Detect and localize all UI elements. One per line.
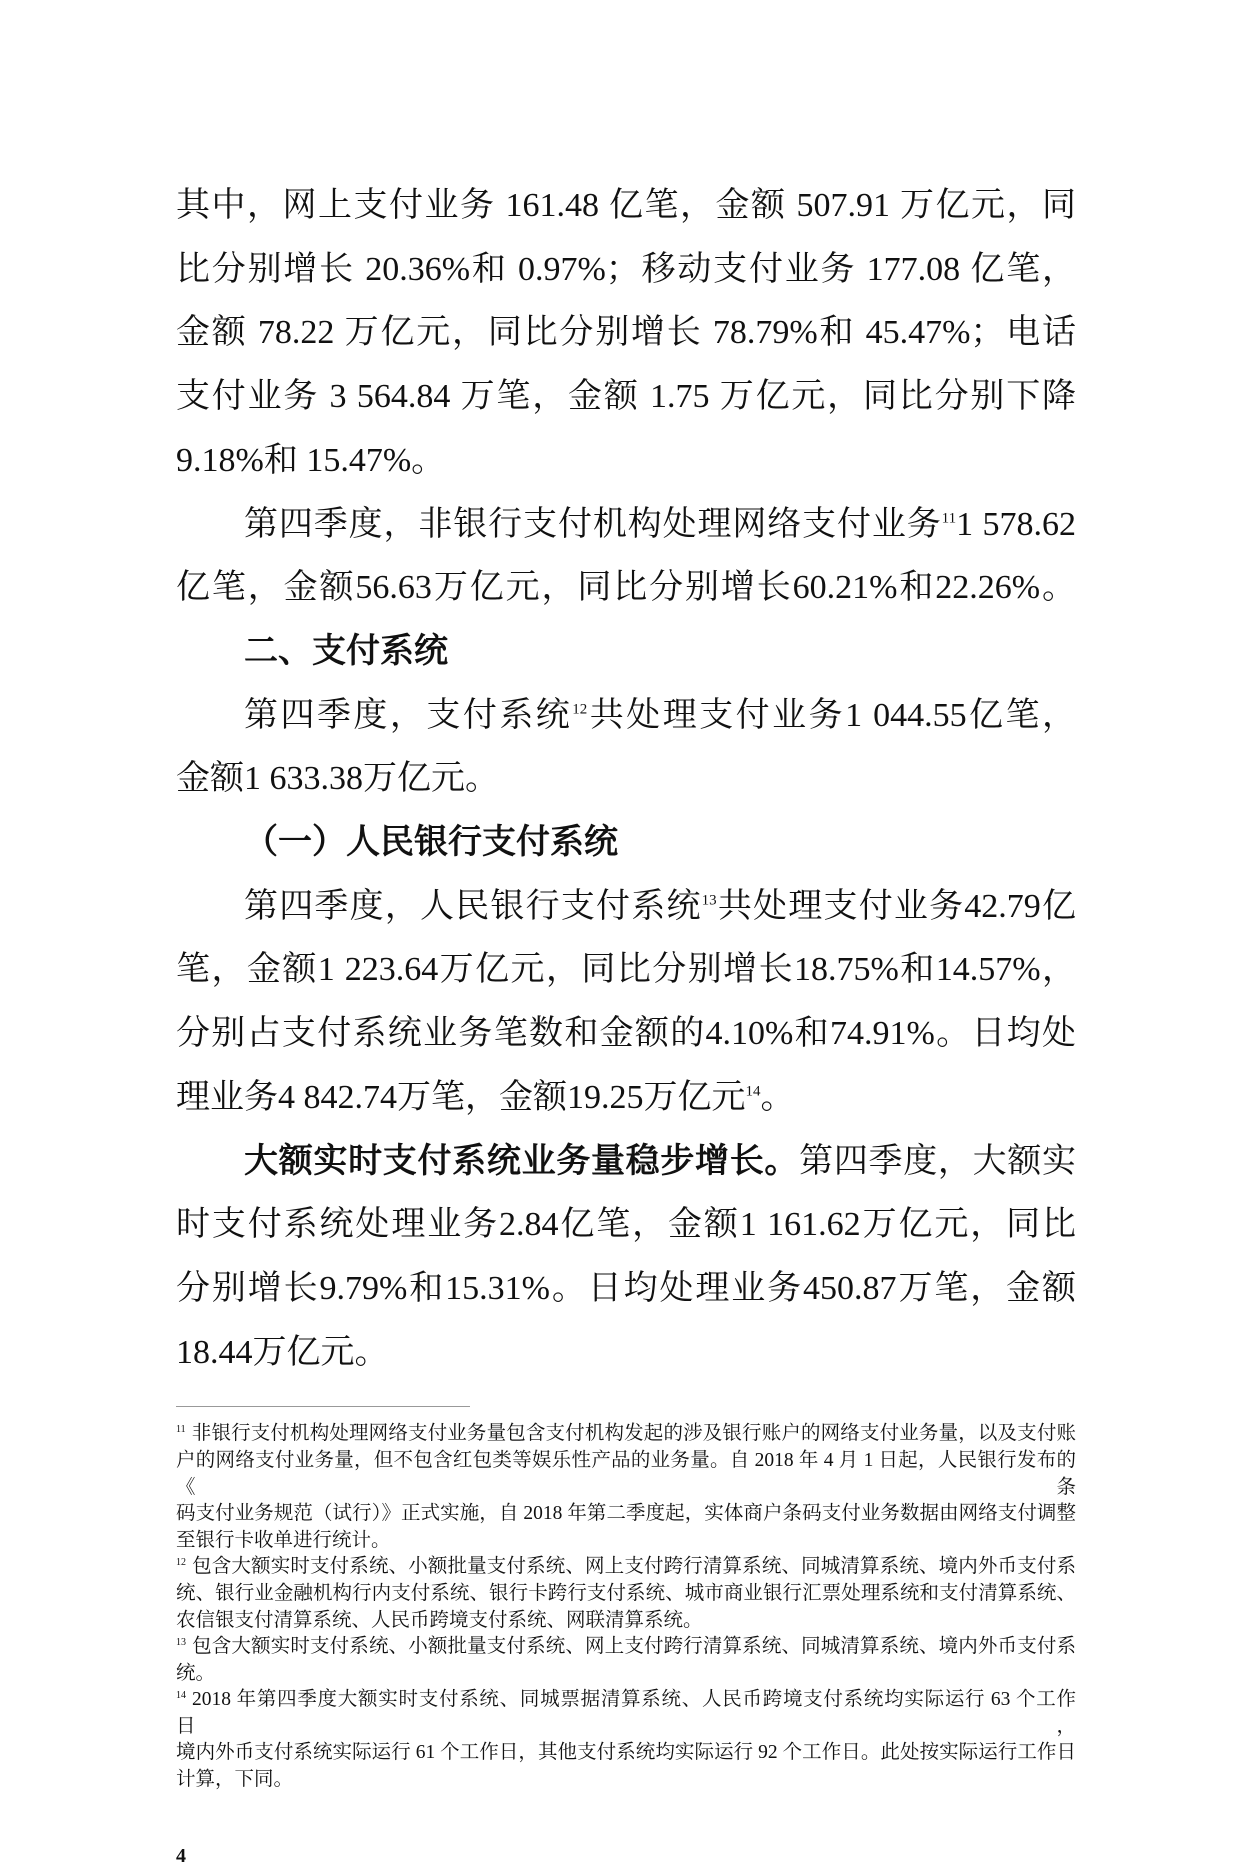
text-run: 金额 78.22 万亿元，同比分别增长 78.79%和 45.47%；电话: [176, 314, 1076, 352]
footnote-ref: 11: [176, 1423, 186, 1435]
text-run: 18.44万亿元。: [176, 1333, 389, 1371]
body-line: [176, 1193, 1076, 1257]
body-text: [176, 174, 1076, 1384]
body-line: [176, 1257, 1076, 1321]
text-run: 笔，金额1 223.64万亿元，同比分别增长18.75%和14.57%，: [176, 951, 1076, 989]
footnote-line: [176, 1687, 1076, 1740]
body-line: [176, 301, 1076, 365]
text-run: 分别增长9.79%和15.31%。日均处理业务450.87万笔，金额: [176, 1269, 1076, 1307]
footnote-ref: 14: [745, 1083, 761, 1100]
body-line: [176, 684, 1076, 748]
bold-heading: （一）人民银行支付系统: [244, 824, 618, 862]
text-run: 户的网络支付业务量，但不包含红包类等娱乐性产品的业务量。自 2018 年 4 月 1 日起，人民银行发布的《条: [176, 1449, 1076, 1498]
body-line: [176, 875, 1076, 939]
footnote-line: [176, 1608, 1076, 1635]
bold-heading: 大额实时支付系统业务量稳步增长。: [244, 1142, 800, 1180]
text-run: 农信银支付清算系统、人民币跨境支付系统、网联清算系统。: [176, 1609, 703, 1631]
page-number: 4: [176, 1844, 186, 1867]
text-run: 支付业务 3 564.84 万笔，金额 1.75 万亿元，同比分别下降: [176, 378, 1076, 416]
text-run: 理业务4 842.74万笔，金额19.25万亿元: [176, 1078, 746, 1116]
footnote-line: [176, 1528, 1076, 1555]
footnote-line: [176, 1554, 1076, 1581]
text-run: 统、银行业金融机构行内支付系统、银行卡跨行支付系统、城市商业银行汇票处理系统和支付清算系统、: [176, 1582, 1076, 1604]
text-run: 第四季度，支付系统: [244, 696, 573, 734]
text-run: 统。: [176, 1662, 216, 1684]
text-run: 比分别增长 20.36%和 0.97%；移动支付业务 177.08 亿笔，: [176, 250, 1076, 288]
text-run: 计算，下同。: [176, 1769, 294, 1791]
body-line: [176, 1321, 1076, 1385]
footnote-line: [176, 1634, 1076, 1661]
text-run: 。: [760, 1078, 795, 1116]
text-run: 码支付业务规范（试行）》正式实施，自 2018 年第二季度起，实体商户条码支付业务数据由网络支付调整: [176, 1503, 1076, 1525]
body-line: [176, 174, 1076, 238]
text-run: 非银行支付机构处理网络支付业务量包含支付机构发起的涉及银行账户的网络支付业务量，以及支付账: [191, 1423, 1076, 1445]
body-line: [176, 429, 1076, 493]
footnote-line: [176, 1448, 1076, 1501]
body-line: [176, 1130, 1076, 1194]
text-run: 第四季度，大额实: [799, 1142, 1077, 1180]
footnote-ref: 13: [176, 1636, 186, 1648]
page-content: [176, 174, 1076, 1868]
footnotes: [176, 1421, 1076, 1793]
footnote-ref: 11: [941, 510, 957, 527]
body-line: [176, 938, 1076, 1002]
text-run: 时支付系统处理业务2.84亿笔，金额1 161.62万亿元，同比: [176, 1206, 1076, 1244]
footnote-divider: [176, 1406, 470, 1407]
text-run: 包含大额实时支付系统、小额批量支付系统、网上支付跨行清算系统、同城清算系统、境内外币支付系: [192, 1556, 1076, 1578]
text-run: 共处理支付业务1 044.55亿笔，: [587, 696, 1077, 734]
text-run: 包含大额实时支付系统、小额批量支付系统、网上支付跨行清算系统、同城清算系统、境内外币支付系: [192, 1636, 1076, 1658]
footnote-line: [176, 1501, 1076, 1528]
text-run: 2018 年第四季度大额实时支付系统、同城票据清算系统、人民币跨境支付系统均实际运行 63 个工作日，: [176, 1689, 1076, 1737]
body-line: [176, 493, 1076, 557]
text-run: 1 578.62: [956, 505, 1077, 543]
body-line: [176, 238, 1076, 302]
body-line: [176, 365, 1076, 429]
footnote-ref: 12: [176, 1556, 186, 1568]
footnote-line: [176, 1581, 1076, 1608]
body-line: [176, 747, 1076, 811]
text-run: 金额1 633.38万亿元。: [176, 760, 499, 798]
body-line: [176, 1066, 1076, 1130]
body-line: [176, 620, 1076, 684]
text-run: 第四季度，非银行支付机构处理网络支付业务: [244, 505, 942, 543]
footnote-ref: 12: [572, 701, 588, 718]
bold-heading: 二、支付系统: [244, 632, 448, 670]
footnote-ref: 13: [701, 892, 717, 909]
text-run: 其中，网上支付业务 161.48 亿笔，金额 507.91 万亿元，同: [176, 187, 1076, 224]
text-run: 分别占支付系统业务笔数和金额的4.10%和74.91%。日均处: [176, 1015, 1076, 1053]
footnote-line: [176, 1661, 1076, 1688]
text-run: 9.18%和 15.47%。: [176, 441, 446, 479]
footnote-ref: 14: [176, 1689, 186, 1701]
body-line: [176, 811, 1076, 875]
footnote-line: [176, 1421, 1076, 1448]
text-run: 至银行卡收单进行统计。: [176, 1529, 391, 1551]
text-run: 第四季度，人民银行支付系统: [244, 887, 702, 925]
text-run: 亿笔，金额56.63万亿元，同比分别增长60.21%和22.26%。: [176, 569, 1076, 607]
footnote-line: [176, 1767, 1076, 1794]
body-line: [176, 556, 1076, 620]
body-line: [176, 1002, 1076, 1066]
text-run: 共处理支付业务42.79亿: [716, 887, 1077, 925]
text-run: 境内外币支付系统实际运行 61 个工作日，其他支付系统均实际运行 92 个工作日。此处按实际运行工作日: [176, 1742, 1076, 1764]
